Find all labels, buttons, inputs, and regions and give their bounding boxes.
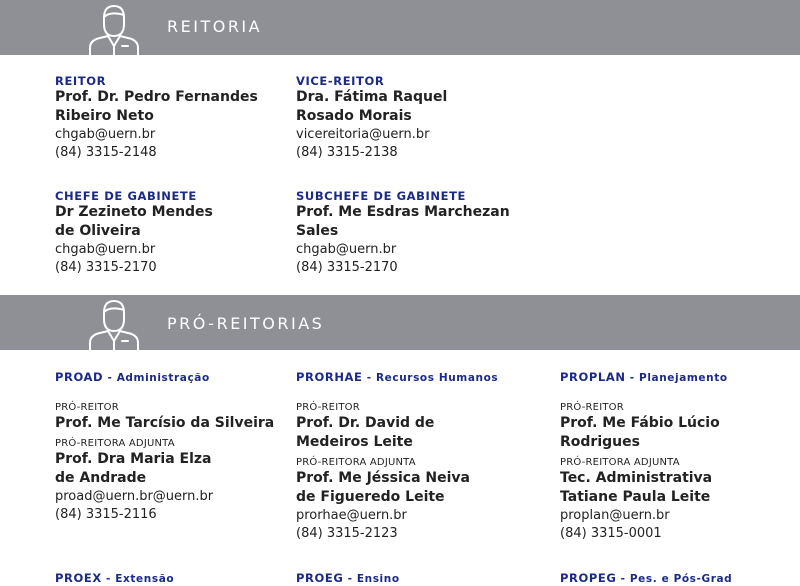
propeg-code: PROPEG: [560, 571, 617, 585]
prorhae-role-proreitor: PRÓ-REITOR: [296, 402, 360, 413]
subchefe-gabinete-email[interactable]: chgab@uern.br: [296, 242, 397, 257]
proeg-card: [296, 571, 400, 586]
reitor-label: REITOR: [55, 74, 107, 88]
proad-separator: -: [103, 372, 117, 384]
proeg-code: PROEG: [296, 571, 344, 585]
chefe-gabinete-label: CHEFE DE GABINETE: [55, 189, 197, 203]
person-icon: [86, 2, 142, 58]
proplan-role-proreitor: PRÓ-REITOR: [560, 402, 624, 413]
proeg-area: Ensino: [356, 573, 400, 585]
subchefe-gabinete-label: SUBCHEFE DE GABINETE: [296, 189, 466, 203]
chefe-gabinete-email[interactable]: chgab@uern.br: [55, 242, 156, 257]
chefe-gabinete-phone: (84) 3315-2170: [55, 260, 157, 275]
proeg-separator: -: [343, 573, 357, 585]
proreitorias-header-band: [0, 295, 800, 350]
chefe-gabinete-card: [55, 189, 213, 277]
reitor-name-line2: Ribeiro Neto: [55, 108, 154, 124]
proad-email[interactable]: proad@uern.br@uern.br: [55, 489, 214, 504]
prorhae-proreitor-name-line2: Medeiros Leite: [296, 434, 413, 450]
proad-proreitor-name: Prof. Me Tarcísio da Silveira: [55, 415, 275, 431]
prorhae-proreitor-name-line1: Prof. Dr. David de: [296, 415, 435, 431]
proad-code: PROAD: [55, 370, 104, 384]
proex-card: [55, 571, 174, 586]
proplan-heading: [560, 370, 728, 385]
proplan-area: Planejamento: [639, 372, 728, 384]
prorhae-area: Recursos Humanos: [375, 372, 499, 384]
subchefe-gabinete-card: [296, 189, 510, 277]
prorhae-separator: -: [362, 372, 376, 384]
chefe-gabinete-name-line1: Dr Zezineto Mendes: [55, 204, 213, 220]
proeg-heading: [296, 571, 400, 586]
prorhae-card: [296, 370, 498, 543]
vice-reitor-name-line2: Rosado Morais: [296, 108, 412, 124]
proplan-adjunta-name-line1: Tec. Administrativa: [560, 470, 713, 486]
propeg-card: [560, 571, 732, 586]
vice-reitor-phone: (84) 3315-2138: [296, 145, 398, 160]
vice-reitor-card: [296, 74, 447, 162]
proad-phone: (84) 3315-2116: [55, 507, 157, 522]
prorhae-role-adjunta: PRÓ-REITORA ADJUNTA: [296, 457, 416, 468]
prorhae-adjunta-name-line2: de Figueredo Leite: [296, 489, 445, 505]
subchefe-gabinete-phone: (84) 3315-2170: [296, 260, 398, 275]
proad-adjunta-name-line2: de Andrade: [55, 470, 147, 486]
proad-heading: [55, 370, 274, 385]
proex-separator: -: [101, 573, 116, 585]
proex-heading: [55, 571, 174, 586]
person-icon: [86, 297, 142, 353]
prorhae-heading: [296, 370, 498, 385]
reitor-name-line1: Prof. Dr. Pedro Fernandes: [55, 89, 258, 105]
prorhae-email[interactable]: prorhae@uern.br: [296, 508, 407, 523]
subchefe-gabinete-name-line2: Sales: [296, 223, 339, 239]
vice-reitor-email[interactable]: vicereitoria@uern.br: [296, 127, 430, 142]
prorhae-code: PRORHAE: [296, 370, 363, 384]
proplan-separator: -: [625, 372, 640, 384]
proad-card: [55, 370, 274, 524]
propeg-heading: [560, 571, 732, 586]
vice-reitor-label: VICE-REITOR: [296, 74, 385, 88]
proex-area: Extensão: [115, 573, 175, 585]
proplan-proreitor-name-line1: Prof. Me Fábio Lúcio: [560, 415, 720, 431]
propeg-separator: -: [616, 573, 630, 585]
proplan-role-adjunta: PRÓ-REITORA ADJUNTA: [560, 457, 680, 468]
reitor-email[interactable]: chgab@uern.br: [55, 127, 156, 142]
prorhae-adjunta-name-line1: Prof. Me Jéssica Neiva: [296, 470, 470, 486]
proplan-email[interactable]: proplan@uern.br: [560, 508, 670, 523]
proplan-proreitor-name-line2: Rodrigues: [560, 434, 640, 450]
prorhae-phone: (84) 3315-2123: [296, 526, 398, 541]
reitoria-header-band: [0, 0, 800, 55]
proreitorias-title: PRÓ-REITORIAS: [167, 314, 325, 333]
reitor-phone: (84) 3315-2148: [55, 145, 157, 160]
propeg-area: Pes. e Pós-Grad: [629, 573, 733, 585]
reitoria-title: REITORIA: [167, 17, 263, 36]
proplan-code: PROPLAN: [560, 370, 626, 384]
proad-role-proreitor: PRÓ-REITOR: [55, 402, 119, 413]
proex-code: PROEX: [55, 571, 102, 585]
proplan-adjunta-name-line2: Tatiane Paula Leite: [560, 489, 711, 505]
proad-role-adjunta: PRÓ-REITORA ADJUNTA: [55, 438, 175, 449]
proad-adjunta-name-line1: Prof. Dra Maria Elza: [55, 451, 212, 467]
chefe-gabinete-name-line2: de Oliveira: [55, 223, 141, 239]
proplan-phone: (84) 3315-0001: [560, 526, 662, 541]
subchefe-gabinete-name-line1: Prof. Me Esdras Marchezan: [296, 204, 510, 220]
reitor-card: [55, 74, 258, 162]
vice-reitor-name-line1: Dra. Fátima Raquel: [296, 89, 448, 105]
proplan-card: [560, 370, 728, 543]
proad-area: Administração: [116, 372, 210, 384]
